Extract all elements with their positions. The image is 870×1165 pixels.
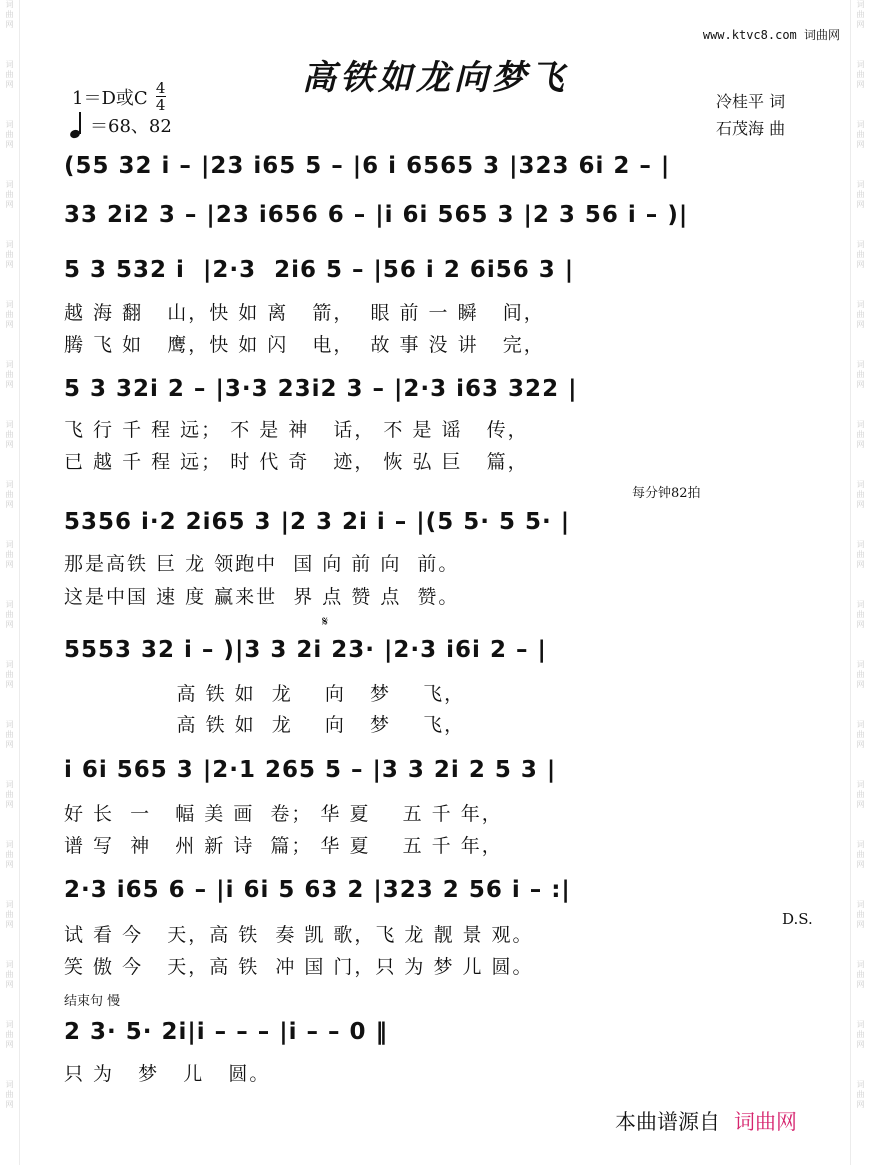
notation-row: 5 3 532 i |2·3 2i6 5 – |56 i 2 6i56 3 | (64, 257, 575, 283)
watermark-text: 词曲网 (856, 600, 865, 629)
watermark-text: 词曲网 (856, 60, 865, 89)
watermark-text: 词曲网 (5, 180, 14, 209)
watermark-text: 词曲网 (856, 780, 865, 809)
source-brand-link[interactable]: 词曲网 (734, 1110, 797, 1134)
right-watermark-strip (850, 0, 870, 1165)
lyric-row: 飞 行 千 程 远； 不 是 神 话， 不 是 谣 传， (64, 419, 529, 441)
watermark-text: 词曲网 (856, 1080, 865, 1109)
source-prefix: 本曲谱源自 (615, 1110, 720, 1134)
site-url[interactable]: www.ktvc8.com 词曲网 (702, 28, 840, 42)
quarter-note-icon (70, 112, 84, 138)
notation-row: 33 2i2 3 – |23 i656 6 – |i 6i 565 3 |2 3 56 i – )| (64, 202, 689, 228)
watermark-text: 词曲网 (5, 600, 14, 629)
composer: 石茂海 曲 (716, 119, 786, 138)
watermark-text: 词曲网 (5, 660, 14, 689)
credits (716, 88, 785, 142)
lyric-row: 这是中国 速 度 赢来世 界 点 赞 点 赞。 (64, 586, 460, 608)
notation-row: 2 3· 5· 2i|i – – – |i – – 0 ‖ (64, 1019, 389, 1045)
watermark-text: 词曲网 (5, 120, 14, 149)
left-watermark-strip (0, 0, 20, 1165)
source-footer (615, 1106, 797, 1136)
watermark-text: 词曲网 (856, 120, 865, 149)
lyricist: 冷桂平 词 (716, 92, 786, 111)
watermark-text: 词曲网 (856, 300, 865, 329)
watermark-text: 词曲网 (856, 480, 865, 509)
lyric-row: 越 海 翻 山，快 如 离 箭， 眼 前 一 瞬 间， (64, 302, 545, 324)
watermark-text: 词曲网 (5, 1080, 14, 1109)
ending-label: 结束句 慢 (64, 994, 121, 1009)
watermark-text: 词曲网 (856, 960, 865, 989)
lyric-row: 腾 飞 如 鹰，快 如 闪 电， 故 事 没 讲 完， (64, 334, 545, 356)
notation-row: 5356 i·2 2i65 3 |2 3 2i i – |(5 5· 5 5· | (64, 509, 571, 535)
lyric-row: 高 铁 如 龙 向 梦 飞， (64, 714, 466, 736)
watermark-text: 词曲网 (856, 360, 865, 389)
segno-mark: 𝄋 (322, 614, 329, 630)
notation-row: 5 3 32i 2 – |3·3 23i2 3 – |2·3 i63 322 | (64, 376, 578, 402)
notation-row: 2·3 i65 6 – |i 6i 5 63 2 |323 2 56 i – :| (64, 877, 571, 903)
notation-row: 5553 32 i – )|3 3 2i 23· |2·3 i6i 2 – | (64, 637, 547, 663)
watermark-text: 词曲网 (856, 540, 865, 569)
lyric-row: 谱 写 神 州 新 诗 篇； 华 夏 五 千 年， (64, 835, 503, 857)
watermark-text: 词曲网 (5, 240, 14, 269)
tempo-change-note: 每分钟82拍 (632, 486, 701, 501)
notation-row: i 6i 565 3 |2·1 265 5 – |3 3 2i 2 5 3 | (64, 757, 557, 783)
watermark-text: 词曲网 (5, 60, 14, 89)
watermark-text: 词曲网 (5, 720, 14, 749)
tempo-marking (70, 112, 172, 138)
time-signature (156, 80, 166, 113)
watermark-text: 词曲网 (5, 900, 14, 929)
lyric-row: 只 为 梦 儿 圆。 (64, 1063, 271, 1085)
time-top: 4 (155, 79, 166, 97)
lyric-row: 笑 傲 今 天，高 铁 冲 国 门，只 为 梦 儿 圆。 (64, 956, 534, 978)
watermark-text: 词曲网 (5, 480, 14, 509)
tempo-text: ＝68、82 (90, 116, 172, 137)
lyric-row: 好 长 一 幅 美 画 卷； 华 夏 五 千 年， (64, 803, 503, 825)
lyric-row: 已 越 千 程 远； 时 代 奇 迹， 恢 弘 巨 篇， (64, 451, 529, 473)
key-text: 1＝D或C (72, 87, 148, 109)
watermark-text: 词曲网 (5, 840, 14, 869)
watermark-text: 词曲网 (5, 0, 14, 29)
watermark-text: 词曲网 (856, 420, 865, 449)
time-bottom: 4 (155, 96, 166, 114)
watermark-text: 词曲网 (856, 660, 865, 689)
watermark-text: 词曲网 (5, 540, 14, 569)
watermark-text: 词曲网 (856, 240, 865, 269)
ds-mark: D.S. (782, 910, 813, 928)
watermark-text: 词曲网 (856, 900, 865, 929)
watermark-text: 词曲网 (5, 300, 14, 329)
lyric-row: 试 看 今 天，高 铁 奏 凯 歌，飞 龙 靓 景 观。 (64, 924, 534, 946)
watermark-text: 词曲网 (5, 960, 14, 989)
notation-row: (55 32 i – |23 i65 5 – |6 i 6565 3 |323 6i 2 – | (64, 153, 671, 179)
watermark-text: 词曲网 (5, 1020, 14, 1049)
lyric-row: 高 铁 如 龙 向 梦 飞， (64, 683, 466, 705)
key-signature (72, 80, 166, 113)
watermark-text: 词曲网 (856, 840, 865, 869)
watermark-text: 词曲网 (856, 720, 865, 749)
song-title: 高铁如龙向梦飞 (302, 58, 568, 98)
watermark-text: 词曲网 (856, 1020, 865, 1049)
watermark-text: 词曲网 (5, 420, 14, 449)
watermark-text: 词曲网 (856, 180, 865, 209)
watermark-text: 词曲网 (5, 780, 14, 809)
watermark-text: 词曲网 (5, 360, 14, 389)
lyric-row: 那是高铁 巨 龙 领跑中 国 向 前 向 前。 (64, 553, 460, 575)
watermark-text: 词曲网 (856, 0, 865, 29)
